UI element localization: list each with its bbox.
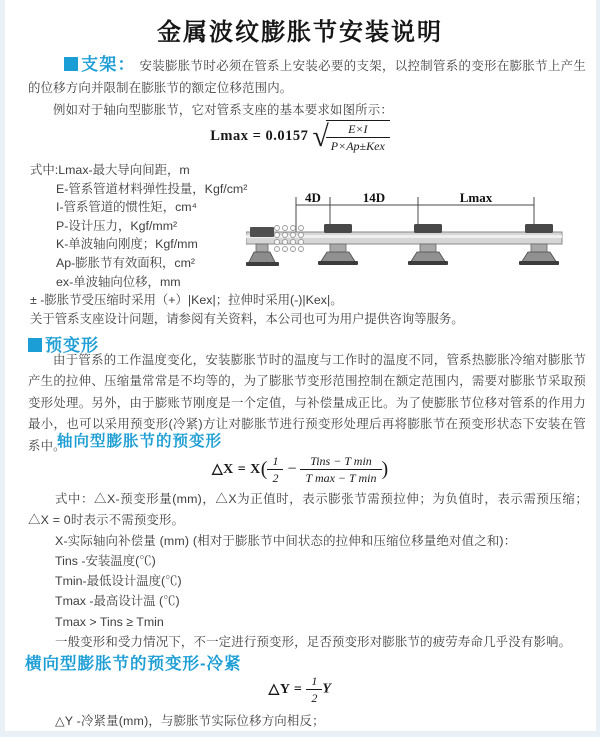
section-preform-heading-label: 预变形: [45, 336, 99, 355]
pipe-support-diagram: [246, 191, 600, 275]
section-bullet-icon: [64, 57, 78, 71]
minus-operator: −: [287, 460, 297, 478]
formula-lmax-radicand: [326, 120, 390, 153]
formula-axial-half-den: 2: [272, 471, 279, 485]
subsection-axial-heading: 轴向型膨胀节的预变形: [57, 433, 223, 450]
section-support-paragraph-2: 例如对于轴向型膨胀节，它对管系支座的基本要求如图所示：: [53, 102, 393, 117]
sqrt-symbol: √: [312, 119, 329, 153]
formula-axial-half-num: 1: [267, 454, 283, 470]
formula-lmax-denominator: P×Ap±Kex: [330, 139, 385, 153]
section-preform-paragraph: 由于管系的工作温度变化，安装膨胀节时的温度与工作时的温度不同，管系热膨胀冷缩对膨胀节产生的拉伸、压缩量常常是不均等的，为了膨胀节变形范围控制在额定范围内，需要对膨胀节采取预变形处理。另外，由于膨账节刚度是一个定值，与补偿量成正比。为了使膨胀节位移对管系的作用力最小，也可以采用预变形(冷紧)方让对膨胀节进行预变形处理后再将膨胀节在预变形状态下安装在管系中。: [28, 353, 586, 453]
formula-lmax: [0, 120, 600, 153]
lateral-paragraph: △Y -冷紧量(mm)，与膨胀节实际位移方向相反；: [55, 714, 325, 728]
page-edge-right: [596, 0, 600, 737]
page-title: 金属波纹膨胀节安装说明: [157, 19, 443, 46]
list-item: Tmax -最高设计温 (℃): [55, 594, 180, 609]
list-item: Tins -安装温度(℃): [55, 554, 156, 568]
formula-lmax-prefix: Lmax = 0.0157: [210, 128, 309, 144]
definition-item: ± -膨胀节受压缩时采用（+）|Kex|；拉伸时采用(-)|Kex|。: [30, 293, 343, 308]
page-edge-left: [0, 0, 5, 737]
diagram-label-14d: 14D: [362, 191, 386, 205]
formula-lateral-rhs: Y: [322, 681, 332, 697]
section-support: [28, 54, 586, 121]
definition-item: I-管系管道的惯性矩，cm⁴: [56, 200, 197, 215]
definition-item: ex-单波轴向位移，mm: [56, 274, 181, 289]
section-support-paragraph: 安装膨胀节时必须在管系上安装必要的支架，以控制管系的变形在膨胀节上产生的位移方向并限制在膨胀节的额定位移范围内。: [28, 59, 587, 95]
list-item: Tmin-最低设计温度(℃): [55, 574, 182, 589]
subsection-lateral-heading: 横向型膨胀节的预变形-冷紧: [25, 655, 242, 673]
formula-lateral-num: 1: [306, 674, 322, 690]
definition-item: P-设计压力，Kgf/mm²: [56, 218, 178, 233]
formula-lateral-den: 2: [311, 691, 318, 705]
definition-item: Ap-膨胀节有效面积，cm²: [56, 255, 196, 270]
list-item: Tmax > Tins ≥ Tmin: [55, 614, 164, 629]
definition-item: K-单波轴向刚度；Kgf/mm: [56, 237, 198, 252]
diagram-label-lmax: Lmax: [459, 191, 493, 205]
definition-item: E-管系管道材料弹性投量，Kgf/cm²: [56, 181, 248, 196]
diagram-label-4d: 4D: [305, 191, 321, 205]
formula-axial-frac-den: T max − T min: [305, 471, 377, 485]
axial-paragraph-3: 一般变形和受力情况下，不一定进行预变形，足否预变形对膨胀节的疲劳寿命几乎没有影响。: [55, 635, 572, 649]
left-paren: (: [260, 458, 268, 480]
formula-lateral-lhs: △Y =: [268, 682, 303, 697]
right-paren: ): [381, 458, 389, 480]
formula-lateral: [0, 674, 600, 705]
section-support-heading: 支架：: [81, 55, 136, 74]
axial-variable-list: [55, 551, 182, 632]
definition-item: 式中:Lmax-最大导向间距，m: [30, 163, 190, 177]
definition-item: 关于管系支座设计问题，请参阅有关资料，本公司也可为用户提供咨询等服务。: [30, 311, 464, 326]
formula-axial: [0, 454, 600, 485]
formula-lmax-numerator: E×I: [326, 122, 390, 138]
formula-axial-lhs: △X = X: [211, 462, 261, 477]
axial-paragraph-2: X-实际轴向补偿量 (mm) (相对于膨胀节中间状态的拉伸和压缩位移量绝对值之和)：: [55, 534, 517, 548]
formula-axial-frac-num: Tins − T min: [300, 454, 381, 470]
axial-paragraph-1: 式中：△X-预变形量(mm)，△X为正值时，表示膨张节需预拉伸；为负值时，表示需预压缩；△X = 0时表示不需预变形。: [28, 492, 588, 527]
